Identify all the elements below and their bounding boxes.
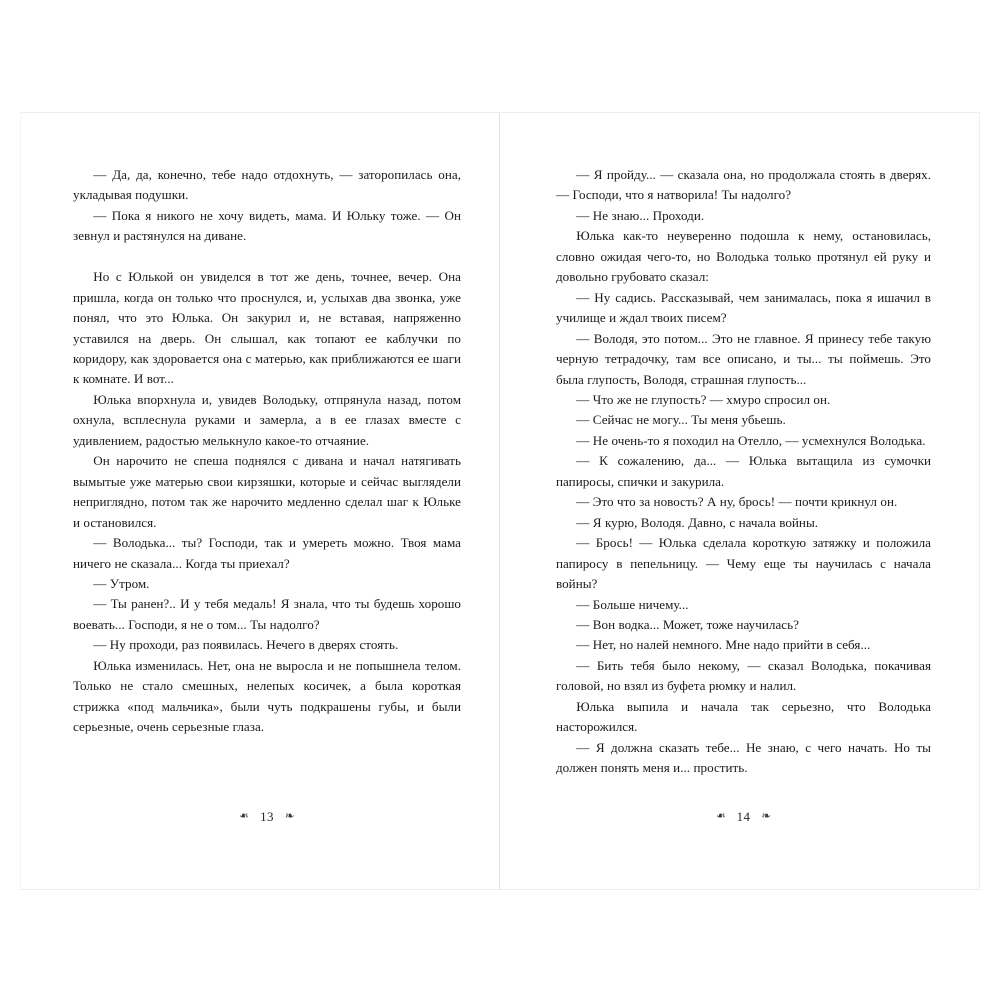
paragraph: Юлька как-то неуверенно подошла к нему, остановилась, словно ожидая чего-то, но Володька только протянул ей руку и довольно грубовато сказал: [556,228,931,285]
ornament-left-icon: ❧ [239,810,250,823]
right-page [500,113,979,889]
paragraph: — Я должна сказать тебе... Не знаю, с чего начать. Но ты должен понять меня и... простить. [556,739,931,776]
paragraph: — Володя, это потом... Это не главное. Я принесу тебе такую черную тетрадочку, там все описано, и ты... ты поймешь. Это была глупость, Володя, страшная глупость... [556,330,931,387]
book-spread [20,112,980,890]
paragraph: Он нарочито не спеша поднялся с дивана и начал натягивать вымытые уже матерью свои кирзяшки, которые и сейчас выглядели неприглядно, потом так же нарочито медленно сделал шаг к Юльке и остановился. [73,453,461,530]
paragraph: — Что же не глупость? — хмуро спросил он. [576,391,831,407]
right-page-text-column [556,165,931,809]
paragraph: — Это что за новость? А ну, брось! — почти крикнул он. [576,494,898,510]
ornament-left-icon: ❧ [715,810,726,823]
paragraph: — Не очень-то я походил на Отелло, — усмехнулся Володька. [576,432,926,448]
paragraph: Юлька впорхнула и, увидев Володьку, отпрянула назад, потом охнула, всплеснула руками и замерла, а в ее глазах вместе с удивлением, радостью мелькнуло какое-то отчаяние. [73,391,461,448]
paragraph: Юлька изменилась. Нет, она не выросла и не попышнела телом. Только не стало смешных, нелепых косичек, а была короткая стрижка «под мальчика», были чуть подкрашены губы, и были серьезные, очень серьезные глаза. [73,657,461,735]
paragraph: — Да, да, конечно, тебе надо отдохнуть, — заторопилась она, укладывая подушки. [73,167,461,203]
paragraph: — Брось! — Юлька сделала короткую затяжку и положила папиросу в пепельницу. — Чему еще ты научилась с начала войны? [556,535,931,592]
paragraph: — Я курю, Володя. Давно, с начала войны. [576,514,819,530]
paragraph: — Володька... ты? Господи, так и умереть можно. Твоя мама ничего не сказала... Когда ты приехал? [73,535,461,571]
paragraph: — К сожалению, да... — Юлька вытащила из сумочки папиросы, спички и закурила. [556,453,931,489]
paragraph: — Бить тебя было некому, — сказал Володька, покачивая головой, но взял из буфета рюмку и налил. [556,657,931,694]
page-number: 14 [736,809,751,824]
paragraph: — Сейчас не могу... Ты меня убьешь. [576,412,786,428]
ornament-right-icon: ❧ [284,810,295,823]
page-number: 13 [260,809,274,824]
paragraph: — Утром. [93,576,150,591]
paragraph: — Вон водка... Может, тоже научилась? [576,616,799,632]
left-page [21,113,499,889]
left-page-text-column [73,165,461,809]
paragraph: — Я пройду... — сказала она, но продолжала стоять в дверях. — Господи, что я натворила! Ты надолго? [556,167,931,203]
paragraph: — Ну садись. Рассказывай, чем занималась, пока я ишачил в училище и ждал твоих писем? [556,289,931,326]
paragraph: — Не знаю... Проходи. [576,207,705,223]
ornament-right-icon: ❧ [761,810,772,823]
left-page-folio [73,809,461,889]
paragraph: — Пока я никого не хочу видеть, мама. И Юльку тоже. — Он зевнул и растянулся на диване. [73,207,461,244]
paragraph: — Ну проходи, раз появилась. Нечего в дверях стоять. [93,637,399,653]
paragraph: Но с Юлькой он увиделся в тот же день, точнее, вечер. Она пришла, когда он только что проснулся, и, услыхав два звонка, уже понял, что это Юлька. Он закурил и, не вставая, напряженно уставился на дверь. Он слышал, как топают ее каблучки по коридору, как здоровается она с матерью, как приближаются ее шаги к комнате. И вот... [73,269,461,387]
paragraph: — Нет, но налей немного. Мне надо прийти в себя... [576,637,871,653]
paragraph: Юлька выпила и начала так серьезно, что Володька насторожился. [556,698,931,735]
paragraph: — Ты ранен?.. И у тебя медаль! Я знала, что ты будешь хорошо воевать... Господи, я не о том... Ты надолго? [73,596,461,632]
right-page-folio [556,809,931,889]
paragraph: — Больше ничему... [576,596,689,612]
